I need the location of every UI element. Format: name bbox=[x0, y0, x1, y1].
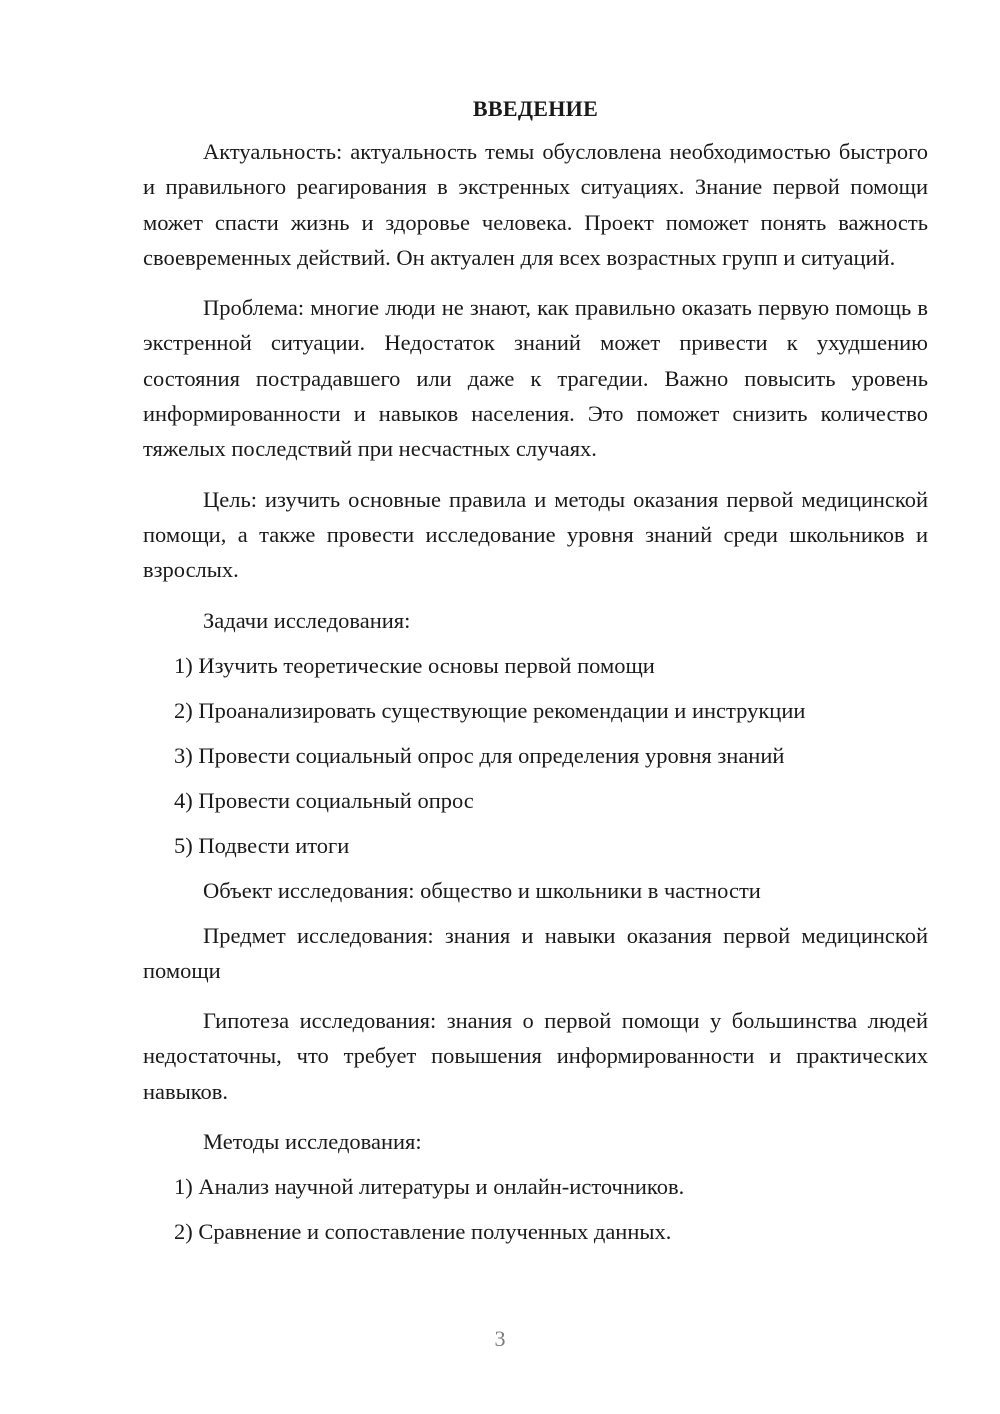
relevance-paragraph: Актуальность: актуальность темы обусловлена необходимостью быстрого и правильного реагирования в экстренных ситуациях. Знание первой помощи может спасти жизнь и здоровье человека. Проект поможет понять важность своевременных действий. Он актуален для всех возрастных групп и ситуаций. bbox=[143, 139, 928, 270]
object-line: Объект исследования: общество и школьники в частности bbox=[203, 877, 761, 903]
problem-paragraph: Проблема: многие люди не знают, как правильно оказать первую помощь в экстренной ситуации. Недостаток знаний может привести к ухудшению состояния пострадавшего или даже к трагедии. Важно повысить уровень информированности и навыков населения. Это поможет снизить количество тяжелых последствий при несчастных случаях. bbox=[143, 295, 928, 462]
task-item: 3) Провести социальный опрос для определения уровня знаний bbox=[174, 742, 785, 768]
task-item: 5) Подвести итоги bbox=[174, 832, 350, 858]
page-title: ВВЕДЕНИЕ bbox=[472, 96, 599, 121]
methods-heading: Методы исследования: bbox=[203, 1129, 422, 1155]
hypothesis-paragraph: Гипотеза исследования: знания о первой помощи у большинства людей недостаточны, что требует повышения информированности и практических навыков. bbox=[143, 1008, 928, 1104]
task-item: 1) Изучить теоретические основы первой помощи bbox=[174, 652, 655, 678]
task-item: 4) Провести социальный опрос bbox=[174, 787, 474, 813]
document-page bbox=[143, 94, 928, 1259]
subject-paragraph: Предмет исследования: знания и навыки оказания первой медицинской помощи bbox=[143, 922, 928, 983]
task-item: 2) Проанализировать существующие рекомендации и инструкции bbox=[174, 697, 806, 723]
tasks-heading: Задачи исследования: bbox=[203, 607, 411, 633]
goal-paragraph: Цель: изучить основные правила и методы оказания первой медицинской помощи, а также провести исследование уровня знаний среди школьников и взрослых. bbox=[143, 486, 928, 583]
method-item: 1) Анализ научной литературы и онлайн-источников. bbox=[174, 1174, 685, 1200]
page-number: 3 bbox=[494, 1326, 506, 1351]
method-item: 2) Сравнение и сопоставление полученных данных. bbox=[174, 1219, 672, 1245]
